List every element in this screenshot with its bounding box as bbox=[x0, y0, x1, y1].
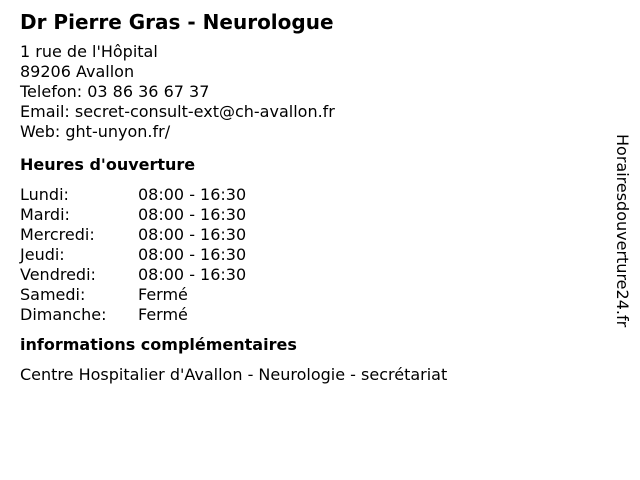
address-line-2: 89206 Avallon bbox=[20, 62, 135, 81]
hours-row-saturday bbox=[20, 285, 600, 305]
hours-row-tuesday bbox=[20, 205, 600, 225]
listing-card bbox=[20, 10, 600, 385]
hours-value: 08:00 - 16:30 bbox=[138, 225, 247, 244]
hours-table bbox=[20, 185, 600, 325]
hours-value: 08:00 - 16:30 bbox=[138, 205, 247, 224]
hours-value: Fermé bbox=[138, 285, 188, 304]
hours-value: 08:00 - 16:30 bbox=[138, 185, 247, 204]
info-heading: informations complémentaires bbox=[20, 335, 297, 354]
email-label: Email: bbox=[20, 102, 70, 121]
hours-heading: Heures d'ouverture bbox=[20, 155, 196, 174]
day-label: Mardi: bbox=[20, 205, 70, 224]
email-line bbox=[20, 102, 600, 122]
day-label: Dimanche: bbox=[20, 305, 107, 324]
address-line-1: 1 rue de l'Hôpital bbox=[20, 42, 158, 61]
hours-value: 08:00 - 16:30 bbox=[138, 245, 247, 264]
hours-value: Fermé bbox=[138, 305, 188, 324]
info-text: Centre Hospitalier d'Avallon - Neurologie - secrétariat bbox=[20, 365, 448, 384]
phone-line bbox=[20, 82, 600, 102]
day-label: Vendredi: bbox=[20, 265, 96, 284]
day-label: Jeudi: bbox=[20, 245, 65, 264]
day-label: Lundi: bbox=[20, 185, 69, 204]
phone-link[interactable]: 03 86 36 67 37 bbox=[87, 82, 210, 101]
hours-row-wednesday bbox=[20, 225, 600, 245]
hours-row-thursday bbox=[20, 245, 600, 265]
phone-label: Telefon: bbox=[20, 82, 83, 101]
hours-row-sunday bbox=[20, 305, 600, 325]
web-label: Web: bbox=[20, 122, 61, 141]
site-watermark: Horairesdouverture24.fr bbox=[613, 134, 632, 328]
day-label: Samedi: bbox=[20, 285, 86, 304]
hours-row-friday bbox=[20, 265, 600, 285]
page-title: Dr Pierre Gras - Neurologue bbox=[20, 10, 334, 34]
web-line bbox=[20, 122, 600, 142]
web-link[interactable]: ght-unyon.fr/ bbox=[65, 122, 171, 141]
day-label: Mercredi: bbox=[20, 225, 95, 244]
hours-row-monday bbox=[20, 185, 600, 205]
hours-value: 08:00 - 16:30 bbox=[138, 265, 247, 284]
email-link[interactable]: secret-consult-ext@ch-avallon.fr bbox=[74, 102, 335, 121]
